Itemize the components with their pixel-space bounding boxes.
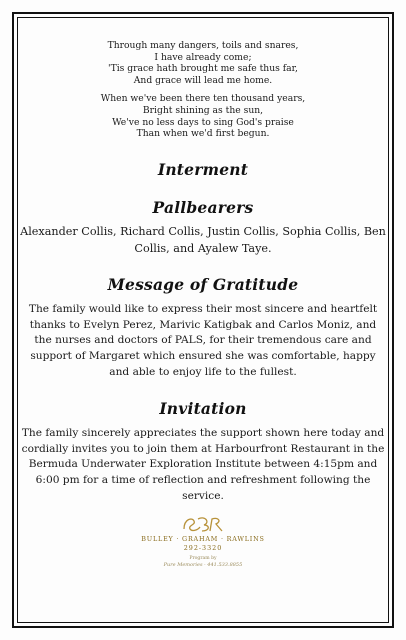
verse-stanza-1 <box>20 40 386 86</box>
invitation-heading: Invitation <box>159 398 247 418</box>
funeral-home-logo <box>20 515 386 552</box>
funeral-home-phone: 292-3320 <box>183 543 223 552</box>
hymn-verse <box>20 40 386 140</box>
bgr-monogram-icon <box>180 515 226 533</box>
pallbearers-names: Alexander Collis, Richard Collis, Justin Collis, Sophia Collis, Ben Collis, and Ayalew Taye. <box>20 224 386 255</box>
verse-line: Through many dangers, toils and snares, <box>107 40 299 51</box>
funeral-home-name: BULLEY · GRAHAM · RAWLINS <box>141 534 265 543</box>
verse-line: Than when we'd first begun. <box>136 128 270 140</box>
gratitude-heading: Message of Gratitude <box>107 274 299 294</box>
verse-line: 'Tis grace hath brought me safe thus far, <box>108 63 298 75</box>
verse-line: I have already come; <box>154 51 252 63</box>
verse-line: When we've been there ten thousand years, <box>100 93 306 105</box>
verse-line: Bright shining as the sun, <box>142 104 264 116</box>
verse-line: We've no less days to sing God's praise <box>112 116 294 128</box>
program-by-label: Program by <box>189 555 217 561</box>
verse-stanza-2 <box>20 93 386 139</box>
pallbearers-heading: Pallbearers <box>152 197 254 217</box>
interment-heading: Interment <box>157 159 249 179</box>
program-credit: Pure Memories · 441.533.8855 <box>163 561 243 568</box>
program-page <box>20 40 386 568</box>
verse-line: And grace will lead me home. <box>133 74 273 86</box>
gratitude-text: The family would like to express their most sincere and heartfelt thanks to Evelyn Perez, Marivic Katigbak and Carlos Moniz, and the nurses and doctors of PALS, for their tremendous care and support of Margaret which ensured she was comfortable, happy and able to enjoy life to the fullest. <box>28 302 378 378</box>
invitation-text: The family sincerely appreciates the support shown here today and cordially invites you to join them at Harbourfront Restaurant in the Bermuda Underwater Exploration Institute between 4:15pm and 6:00 pm for a time of reflection and refreshment following the service. <box>21 426 385 502</box>
